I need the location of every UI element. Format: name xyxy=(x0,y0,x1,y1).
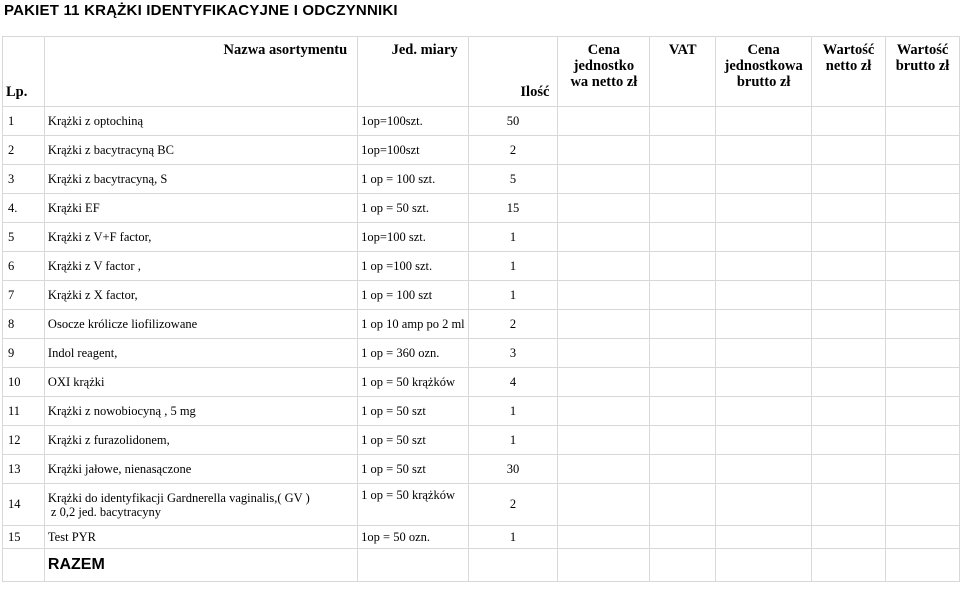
table-row: 4. Krążki EF 1 op = 50 szt. 15 xyxy=(3,194,960,223)
total-label: RAZEM xyxy=(44,549,357,582)
table-row: 6 Krążki z V factor , 1 op =100 szt. 1 xyxy=(3,252,960,281)
header-lp: Lp. xyxy=(3,37,45,107)
table-row: 13 Krążki jałowe, nienasączone 1 op = 50 szt 30 xyxy=(3,455,960,484)
header-vat: VAT xyxy=(650,37,716,107)
table-row: 2 Krążki z bacytracyną BC 1op=100szt 2 xyxy=(3,136,960,165)
table-row: 5 Krążki z V+F factor, 1op=100 szt. 1 xyxy=(3,223,960,252)
total-row xyxy=(3,549,960,582)
table-row: 7 Krążki z X factor, 1 op = 100 szt 1 xyxy=(3,281,960,310)
table-row: 9 Indol reagent, 1 op = 360 ozn. 3 xyxy=(3,339,960,368)
table-row: 11 Krążki z nowobiocyną , 5 mg 1 op = 50 szt 1 xyxy=(3,397,960,426)
table-row: 15 Test PYR 1op = 50 ozn. 1 xyxy=(3,526,960,549)
header-unit-price-gross: Cena jednostkowa brutto zł xyxy=(716,37,812,107)
page-title: PAKIET 11 KRĄŻKI IDENTYFIKACYJNE I ODCZYNNIKI xyxy=(4,2,398,19)
table-row: 14 Krążki do identyfikacji Gardnerella vaginalis,( GV ) z 0,2 jed. bacytracyny 1 op = 50 krążków 2 xyxy=(3,484,960,526)
table-row: 10 OXI krążki 1 op = 50 krążków 4 xyxy=(3,368,960,397)
header-value-net: Wartość netto zł xyxy=(812,37,886,107)
header-qty: Ilość xyxy=(468,37,558,107)
table-row: 12 Krążki z furazolidonem, 1 op = 50 szt 1 xyxy=(3,426,960,455)
header-name: Nazwa asortymentu xyxy=(44,37,357,107)
header-value-gross: Wartość brutto zł xyxy=(886,37,960,107)
header-unit: Jed. miary xyxy=(358,37,468,107)
table-row: 8 Osocze królicze liofilizowane 1 op 10 amp po 2 ml 2 xyxy=(3,310,960,339)
header-unit-price-net: Cena jednostko wa netto zł xyxy=(558,37,650,107)
table-row: 3 Krążki z bacytracyną, S 1 op = 100 szt. 5 xyxy=(3,165,960,194)
price-table xyxy=(2,36,960,582)
table-row: 1 Krążki z optochiną 1op=100szt. 50 xyxy=(3,107,960,136)
table-header-row xyxy=(3,37,960,107)
